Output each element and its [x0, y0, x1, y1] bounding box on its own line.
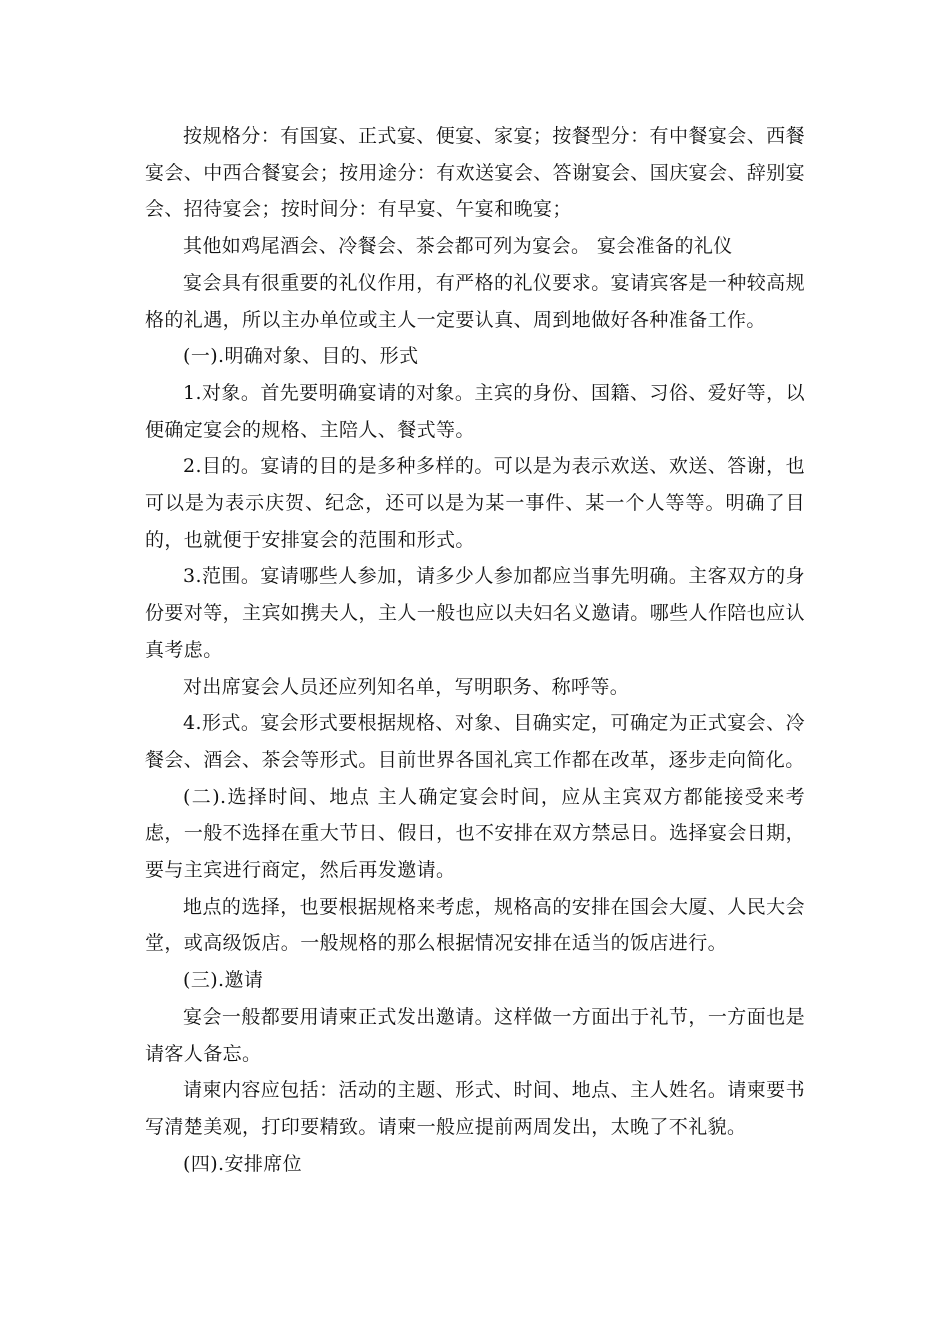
paragraph-item-purpose: 2.目的。宴请的目的是多种多样的。可以是为表示欢送、欢送、答谢，也可以是为表示庆贺、纪念，还可以是为某一事件、某一个人等等。明确了目的，也就便于安排宴会的范围和形式。: [145, 455, 805, 551]
paragraph-banquet-etiquette-role: 宴会具有很重要的礼仪作用，有严格的礼仪要求。宴请宾客是一种较高规格的礼遇，所以主办单位或主人一定要认真、周到地做好各种准备工作。: [145, 271, 805, 331]
section-heading-2-time-place: (二).选择时间、地点 主人确定宴会时间，应从主宾双方都能接受来考虑，一般不选择在重大节日、假日，也不安排在双方禁忌日。选择宴会日期，要与主宾进行商定，然后再发邀请。: [145, 785, 805, 882]
section-heading-1: (一).明确对象、目的、形式: [183, 345, 419, 368]
section-heading-4: (四).安排席位: [183, 1152, 303, 1175]
paragraph-invitation-content: 请柬内容应包括：活动的主题、形式、时间、地点、主人姓名。请柬要书写清楚美观，打印要精致。请柬一般应提前两周发出，太晚了不礼貌。: [145, 1079, 805, 1138]
paragraph-item-object: 1.对象。首先要明确宴请的对象。主宾的身份、国籍、习俗、爱好等，以便确定宴会的规格、主陪人、餐式等。: [145, 381, 805, 441]
document-body: [145, 118, 805, 1182]
paragraph-invitation: 宴会一般都要用请柬正式发出邀请。这样做一方面出于礼节，一方面也是请客人备忘。: [145, 1005, 805, 1065]
section-heading-3: (三).邀请: [183, 969, 264, 992]
paragraph-banquet-classification: 按规格分：有国宴、正式宴、便宴、家宴；按餐型分：有中餐宴会、西餐宴会、中西合餐宴会；按用途分：有欢送宴会、答谢宴会、国庆宴会、辞别宴会、招待宴会；按时间分：有早宴、午宴和晚宴；: [145, 125, 805, 221]
paragraph-item-form: 4.形式。宴会形式要根据规格、对象、目确实定，可确定为正式宴会、冷餐会、酒会、茶会等形式。目前世界各国礼宾工作都在改革，逐步走向简化。: [145, 712, 805, 771]
paragraph-other-banquets: 其他如鸡尾酒会、冷餐会、茶会都可列为宴会。 宴会准备的礼仪: [183, 235, 733, 258]
paragraph-location-choice: 地点的选择，也要根据规格来考虑，规格高的安排在国会大厦、人民大会堂，或高级饭店。一般规格的那么根据情况安排在适当的饭店进行。: [145, 895, 805, 955]
paragraph-item-scope: 3.范围。宴请哪些人参加，请多少人参加都应当事先明确。主客双方的身份要对等，主宾如携夫人，主人一般也应以夫妇名义邀请。哪些人作陪也应认真考虑。: [145, 565, 805, 661]
paragraph-guest-list: 对出席宴会人员还应列知名单，写明职务、称呼等。: [183, 675, 630, 698]
